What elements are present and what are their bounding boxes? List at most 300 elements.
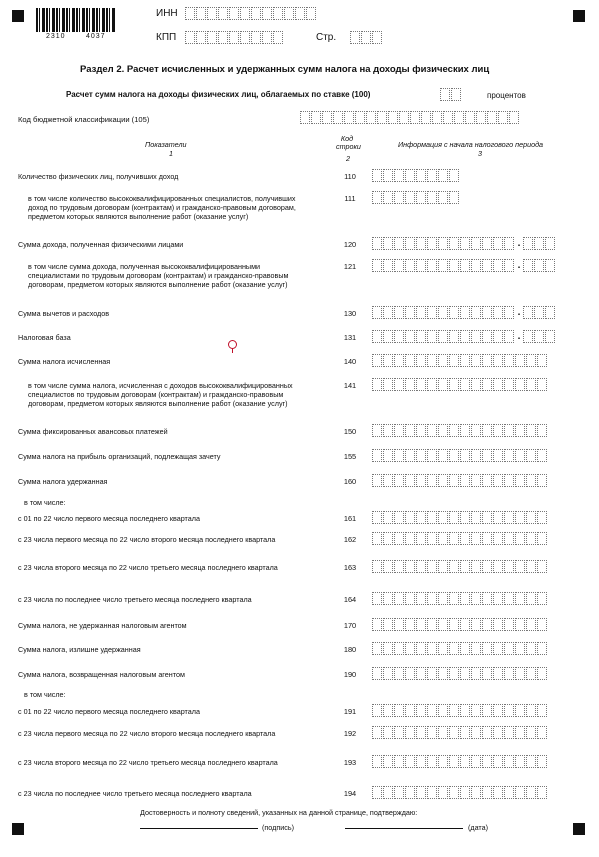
entry-cell[interactable] <box>504 786 514 799</box>
entry-cell[interactable] <box>471 618 481 631</box>
entry-cell[interactable] <box>229 7 239 20</box>
signature-line[interactable] <box>140 828 258 829</box>
entry-cell[interactable] <box>383 667 393 680</box>
entry-cell[interactable] <box>537 667 547 680</box>
entry-cell[interactable] <box>482 237 492 250</box>
entry-cell[interactable] <box>504 354 514 367</box>
row-value-field[interactable] <box>372 474 548 487</box>
entry-cell[interactable] <box>185 7 195 20</box>
entry-cell[interactable] <box>416 169 426 182</box>
entry-cell[interactable] <box>416 378 426 391</box>
entry-cell[interactable] <box>427 511 437 524</box>
entry-cell[interactable] <box>366 111 376 124</box>
entry-cell[interactable] <box>383 237 393 250</box>
entry-cell[interactable] <box>218 31 228 44</box>
entry-cell[interactable] <box>504 306 514 319</box>
row-value-field[interactable] <box>372 786 548 799</box>
entry-cell[interactable] <box>427 306 437 319</box>
entry-cell[interactable] <box>218 7 228 20</box>
entry-cell[interactable] <box>460 618 470 631</box>
entry-cell[interactable] <box>416 755 426 768</box>
entry-cell[interactable] <box>471 560 481 573</box>
entry-cell[interactable] <box>449 592 459 605</box>
entry-cell[interactable] <box>405 354 415 367</box>
entry-cell[interactable] <box>509 111 519 124</box>
entry-cell[interactable] <box>438 786 448 799</box>
entry-cell[interactable] <box>405 169 415 182</box>
entry-cell[interactable] <box>451 88 461 101</box>
entry-cell[interactable] <box>372 237 382 250</box>
entry-cell[interactable] <box>482 532 492 545</box>
entry-cell[interactable] <box>449 726 459 739</box>
entry-cell[interactable] <box>449 560 459 573</box>
entry-cell[interactable] <box>537 755 547 768</box>
entry-cell[interactable] <box>454 111 464 124</box>
entry-cell[interactable] <box>515 667 525 680</box>
entry-cell[interactable] <box>251 31 261 44</box>
entry-cell[interactable] <box>372 474 382 487</box>
entry-cell[interactable] <box>515 424 525 437</box>
entry-cell[interactable] <box>394 237 404 250</box>
entry-cell[interactable] <box>372 532 382 545</box>
entry-cell[interactable] <box>471 642 481 655</box>
entry-cell[interactable] <box>526 618 536 631</box>
entry-cell[interactable] <box>482 704 492 717</box>
entry-cell[interactable] <box>537 560 547 573</box>
entry-cell[interactable] <box>504 378 514 391</box>
row-value-field[interactable] <box>372 592 548 605</box>
entry-cell[interactable] <box>515 532 525 545</box>
entry-cell[interactable] <box>498 111 508 124</box>
entry-cell[interactable] <box>438 237 448 250</box>
row-value-field[interactable] <box>372 169 460 182</box>
entry-cell[interactable] <box>427 237 437 250</box>
entry-cell[interactable] <box>416 474 426 487</box>
entry-cell[interactable] <box>515 704 525 717</box>
entry-cell[interactable] <box>504 330 514 343</box>
entry-cell[interactable] <box>416 511 426 524</box>
entry-cell[interactable] <box>460 474 470 487</box>
entry-cell[interactable] <box>471 354 481 367</box>
entry-cell[interactable] <box>427 191 437 204</box>
entry-cell[interactable] <box>493 667 503 680</box>
entry-cell[interactable] <box>416 618 426 631</box>
entry-cell[interactable] <box>416 667 426 680</box>
entry-cell[interactable] <box>438 378 448 391</box>
entry-cell[interactable] <box>438 169 448 182</box>
entry-cell[interactable] <box>229 31 239 44</box>
entry-cell[interactable] <box>427 592 437 605</box>
entry-cell[interactable] <box>394 592 404 605</box>
entry-cell[interactable] <box>383 306 393 319</box>
entry-cell[interactable] <box>493 259 503 272</box>
entry-cell[interactable] <box>460 704 470 717</box>
entry-cell[interactable] <box>471 330 481 343</box>
entry-cell[interactable] <box>394 306 404 319</box>
entry-cell[interactable] <box>372 667 382 680</box>
entry-cell[interactable] <box>372 169 382 182</box>
entry-cell[interactable] <box>416 191 426 204</box>
entry-cell[interactable] <box>394 726 404 739</box>
entry-cell[interactable] <box>482 642 492 655</box>
entry-cell[interactable] <box>405 667 415 680</box>
entry-cell[interactable] <box>515 474 525 487</box>
entry-cell[interactable] <box>427 667 437 680</box>
entry-cell[interactable] <box>394 786 404 799</box>
entry-cell[interactable] <box>427 560 437 573</box>
entry-cell[interactable] <box>438 354 448 367</box>
entry-cell[interactable] <box>537 474 547 487</box>
entry-cell[interactable] <box>449 306 459 319</box>
entry-cell[interactable] <box>262 7 272 20</box>
entry-cell[interactable] <box>383 642 393 655</box>
entry-cell[interactable] <box>449 755 459 768</box>
entry-cell[interactable] <box>449 354 459 367</box>
entry-cell[interactable] <box>372 726 382 739</box>
entry-cell[interactable] <box>196 31 206 44</box>
entry-cell[interactable] <box>416 424 426 437</box>
entry-cell[interactable] <box>460 642 470 655</box>
entry-cell[interactable] <box>383 424 393 437</box>
entry-cell[interactable] <box>526 449 536 462</box>
row-value-field[interactable] <box>372 642 548 655</box>
entry-cell[interactable] <box>471 449 481 462</box>
entry-cell[interactable] <box>493 306 503 319</box>
entry-cell[interactable] <box>545 259 555 272</box>
entry-cell[interactable] <box>482 618 492 631</box>
entry-cell[interactable] <box>504 449 514 462</box>
entry-cell[interactable] <box>493 474 503 487</box>
entry-cell[interactable] <box>394 560 404 573</box>
entry-cell[interactable] <box>377 111 387 124</box>
entry-cell[interactable] <box>482 667 492 680</box>
entry-cell[interactable] <box>438 667 448 680</box>
entry-cell[interactable] <box>383 726 393 739</box>
entry-cell[interactable] <box>394 330 404 343</box>
entry-cell[interactable] <box>416 259 426 272</box>
entry-cell[interactable] <box>460 424 470 437</box>
entry-cell[interactable] <box>438 511 448 524</box>
entry-cell[interactable] <box>523 237 533 250</box>
entry-cell[interactable] <box>526 592 536 605</box>
entry-cell[interactable] <box>427 330 437 343</box>
entry-cell[interactable] <box>504 259 514 272</box>
entry-cell[interactable] <box>427 786 437 799</box>
entry-cell[interactable] <box>427 354 437 367</box>
entry-cell[interactable] <box>372 354 382 367</box>
entry-cell[interactable] <box>300 111 310 124</box>
entry-cell[interactable] <box>394 191 404 204</box>
entry-cell[interactable] <box>515 642 525 655</box>
entry-cell[interactable] <box>504 667 514 680</box>
row-value-field[interactable] <box>372 330 556 343</box>
entry-cell[interactable] <box>449 378 459 391</box>
entry-cell[interactable] <box>460 667 470 680</box>
entry-cell[interactable] <box>394 169 404 182</box>
entry-cell[interactable] <box>482 592 492 605</box>
entry-cell[interactable] <box>449 259 459 272</box>
entry-cell[interactable] <box>504 424 514 437</box>
entry-cell[interactable] <box>372 592 382 605</box>
entry-cell[interactable] <box>361 31 371 44</box>
entry-cell[interactable] <box>523 306 533 319</box>
entry-cell[interactable] <box>251 7 261 20</box>
entry-cell[interactable] <box>482 560 492 573</box>
entry-cell[interactable] <box>460 330 470 343</box>
entry-cell[interactable] <box>416 449 426 462</box>
entry-cell[interactable] <box>504 755 514 768</box>
row-value-field[interactable] <box>372 726 548 739</box>
entry-cell[interactable] <box>427 755 437 768</box>
entry-cell[interactable] <box>449 474 459 487</box>
entry-cell[interactable] <box>449 191 459 204</box>
entry-cell[interactable] <box>383 449 393 462</box>
entry-cell[interactable] <box>449 667 459 680</box>
entry-cell[interactable] <box>534 259 544 272</box>
entry-cell[interactable] <box>355 111 365 124</box>
entry-cell[interactable] <box>405 726 415 739</box>
entry-cell[interactable] <box>394 474 404 487</box>
entry-cell[interactable] <box>350 31 360 44</box>
entry-cell[interactable] <box>493 378 503 391</box>
entry-cell[interactable] <box>405 378 415 391</box>
entry-cell[interactable] <box>383 354 393 367</box>
date-line[interactable] <box>345 828 463 829</box>
entry-cell[interactable] <box>526 642 536 655</box>
entry-cell[interactable] <box>493 560 503 573</box>
entry-cell[interactable] <box>383 474 393 487</box>
entry-cell[interactable] <box>421 111 431 124</box>
entry-cell[interactable] <box>471 511 481 524</box>
entry-cell[interactable] <box>306 7 316 20</box>
entry-cell[interactable] <box>460 726 470 739</box>
entry-cell[interactable] <box>482 378 492 391</box>
entry-cell[interactable] <box>515 592 525 605</box>
entry-cell[interactable] <box>284 7 294 20</box>
entry-cell[interactable] <box>394 618 404 631</box>
entry-cell[interactable] <box>394 755 404 768</box>
entry-cell[interactable] <box>333 111 343 124</box>
entry-cell[interactable] <box>504 592 514 605</box>
entry-cell[interactable] <box>405 306 415 319</box>
entry-cell[interactable] <box>523 259 533 272</box>
row-value-field[interactable] <box>372 449 548 462</box>
entry-cell[interactable] <box>482 330 492 343</box>
entry-cell[interactable] <box>405 259 415 272</box>
entry-cell[interactable] <box>383 330 393 343</box>
entry-cell[interactable] <box>372 31 382 44</box>
entry-cell[interactable] <box>471 474 481 487</box>
entry-cell[interactable] <box>471 532 481 545</box>
entry-cell[interactable] <box>372 424 382 437</box>
entry-cell[interactable] <box>438 424 448 437</box>
entry-cell[interactable] <box>383 755 393 768</box>
entry-cell[interactable] <box>196 7 206 20</box>
entry-cell[interactable] <box>427 259 437 272</box>
entry-cell[interactable] <box>526 511 536 524</box>
entry-cell[interactable] <box>405 511 415 524</box>
entry-cell[interactable] <box>416 704 426 717</box>
entry-cell[interactable] <box>493 726 503 739</box>
entry-cell[interactable] <box>537 618 547 631</box>
entry-cell[interactable] <box>427 642 437 655</box>
entry-cell[interactable] <box>493 592 503 605</box>
entry-cell[interactable] <box>482 449 492 462</box>
entry-cell[interactable] <box>394 642 404 655</box>
entry-cell[interactable] <box>438 726 448 739</box>
entry-cell[interactable] <box>523 330 533 343</box>
entry-cell[interactable] <box>383 704 393 717</box>
row-value-field[interactable] <box>372 378 548 391</box>
entry-cell[interactable] <box>405 449 415 462</box>
row-value-field[interactable] <box>372 191 460 204</box>
entry-cell[interactable] <box>526 354 536 367</box>
entry-cell[interactable] <box>438 755 448 768</box>
row-value-field[interactable] <box>372 618 548 631</box>
entry-cell[interactable] <box>526 704 536 717</box>
entry-cell[interactable] <box>526 424 536 437</box>
entry-cell[interactable] <box>372 786 382 799</box>
rate-field[interactable] <box>440 88 462 101</box>
entry-cell[interactable] <box>482 786 492 799</box>
entry-cell[interactable] <box>427 169 437 182</box>
entry-cell[interactable] <box>526 667 536 680</box>
entry-cell[interactable] <box>394 259 404 272</box>
entry-cell[interactable] <box>438 449 448 462</box>
entry-cell[interactable] <box>493 642 503 655</box>
entry-cell[interactable] <box>438 306 448 319</box>
entry-cell[interactable] <box>482 306 492 319</box>
inn-field[interactable] <box>185 7 317 20</box>
entry-cell[interactable] <box>526 474 536 487</box>
row-value-field[interactable] <box>372 511 548 524</box>
page-number-field[interactable] <box>350 31 383 44</box>
entry-cell[interactable] <box>416 330 426 343</box>
entry-cell[interactable] <box>537 424 547 437</box>
entry-cell[interactable] <box>394 511 404 524</box>
entry-cell[interactable] <box>383 786 393 799</box>
entry-cell[interactable] <box>372 642 382 655</box>
entry-cell[interactable] <box>537 786 547 799</box>
entry-cell[interactable] <box>240 7 250 20</box>
entry-cell[interactable] <box>449 786 459 799</box>
entry-cell[interactable] <box>405 786 415 799</box>
entry-cell[interactable] <box>394 532 404 545</box>
entry-cell[interactable] <box>493 424 503 437</box>
entry-cell[interactable] <box>311 111 321 124</box>
row-value-field[interactable] <box>372 755 548 768</box>
entry-cell[interactable] <box>537 532 547 545</box>
entry-cell[interactable] <box>405 191 415 204</box>
entry-cell[interactable] <box>438 330 448 343</box>
entry-cell[interactable] <box>449 449 459 462</box>
entry-cell[interactable] <box>372 755 382 768</box>
entry-cell[interactable] <box>295 7 305 20</box>
entry-cell[interactable] <box>427 704 437 717</box>
entry-cell[interactable] <box>438 618 448 631</box>
entry-cell[interactable] <box>394 449 404 462</box>
kbk-field[interactable] <box>300 111 520 124</box>
entry-cell[interactable] <box>383 592 393 605</box>
entry-cell[interactable] <box>399 111 409 124</box>
entry-cell[interactable] <box>537 354 547 367</box>
entry-cell[interactable] <box>416 306 426 319</box>
entry-cell[interactable] <box>537 511 547 524</box>
entry-cell[interactable] <box>504 618 514 631</box>
entry-cell[interactable] <box>416 642 426 655</box>
entry-cell[interactable] <box>482 474 492 487</box>
entry-cell[interactable] <box>440 88 450 101</box>
entry-cell[interactable] <box>471 755 481 768</box>
entry-cell[interactable] <box>515 755 525 768</box>
entry-cell[interactable] <box>526 755 536 768</box>
entry-cell[interactable] <box>493 330 503 343</box>
entry-cell[interactable] <box>537 726 547 739</box>
entry-cell[interactable] <box>262 31 272 44</box>
entry-cell[interactable] <box>471 259 481 272</box>
entry-cell[interactable] <box>438 191 448 204</box>
entry-cell[interactable] <box>416 532 426 545</box>
row-value-field[interactable] <box>372 424 548 437</box>
entry-cell[interactable] <box>405 560 415 573</box>
entry-cell[interactable] <box>383 191 393 204</box>
entry-cell[interactable] <box>493 786 503 799</box>
entry-cell[interactable] <box>504 511 514 524</box>
entry-cell[interactable] <box>416 592 426 605</box>
entry-cell[interactable] <box>534 237 544 250</box>
entry-cell[interactable] <box>471 667 481 680</box>
entry-cell[interactable] <box>460 306 470 319</box>
entry-cell[interactable] <box>515 618 525 631</box>
entry-cell[interactable] <box>460 755 470 768</box>
entry-cell[interactable] <box>460 511 470 524</box>
entry-cell[interactable] <box>537 592 547 605</box>
entry-cell[interactable] <box>515 378 525 391</box>
entry-cell[interactable] <box>537 449 547 462</box>
entry-cell[interactable] <box>405 755 415 768</box>
entry-cell[interactable] <box>504 474 514 487</box>
entry-cell[interactable] <box>545 330 555 343</box>
entry-cell[interactable] <box>405 474 415 487</box>
entry-cell[interactable] <box>471 306 481 319</box>
entry-cell[interactable] <box>372 330 382 343</box>
entry-cell[interactable] <box>493 237 503 250</box>
entry-cell[interactable] <box>493 618 503 631</box>
entry-cell[interactable] <box>471 592 481 605</box>
entry-cell[interactable] <box>207 7 217 20</box>
entry-cell[interactable] <box>207 31 217 44</box>
entry-cell[interactable] <box>427 618 437 631</box>
entry-cell[interactable] <box>383 378 393 391</box>
entry-cell[interactable] <box>427 726 437 739</box>
entry-cell[interactable] <box>545 306 555 319</box>
entry-cell[interactable] <box>482 755 492 768</box>
entry-cell[interactable] <box>504 560 514 573</box>
entry-cell[interactable] <box>449 237 459 250</box>
entry-cell[interactable] <box>465 111 475 124</box>
entry-cell[interactable] <box>405 532 415 545</box>
entry-cell[interactable] <box>449 532 459 545</box>
entry-cell[interactable] <box>410 111 420 124</box>
entry-cell[interactable] <box>449 642 459 655</box>
row-value-field[interactable] <box>372 306 556 319</box>
entry-cell[interactable] <box>372 306 382 319</box>
entry-cell[interactable] <box>487 111 497 124</box>
entry-cell[interactable] <box>432 111 442 124</box>
entry-cell[interactable] <box>504 704 514 717</box>
entry-cell[interactable] <box>534 306 544 319</box>
entry-cell[interactable] <box>545 237 555 250</box>
